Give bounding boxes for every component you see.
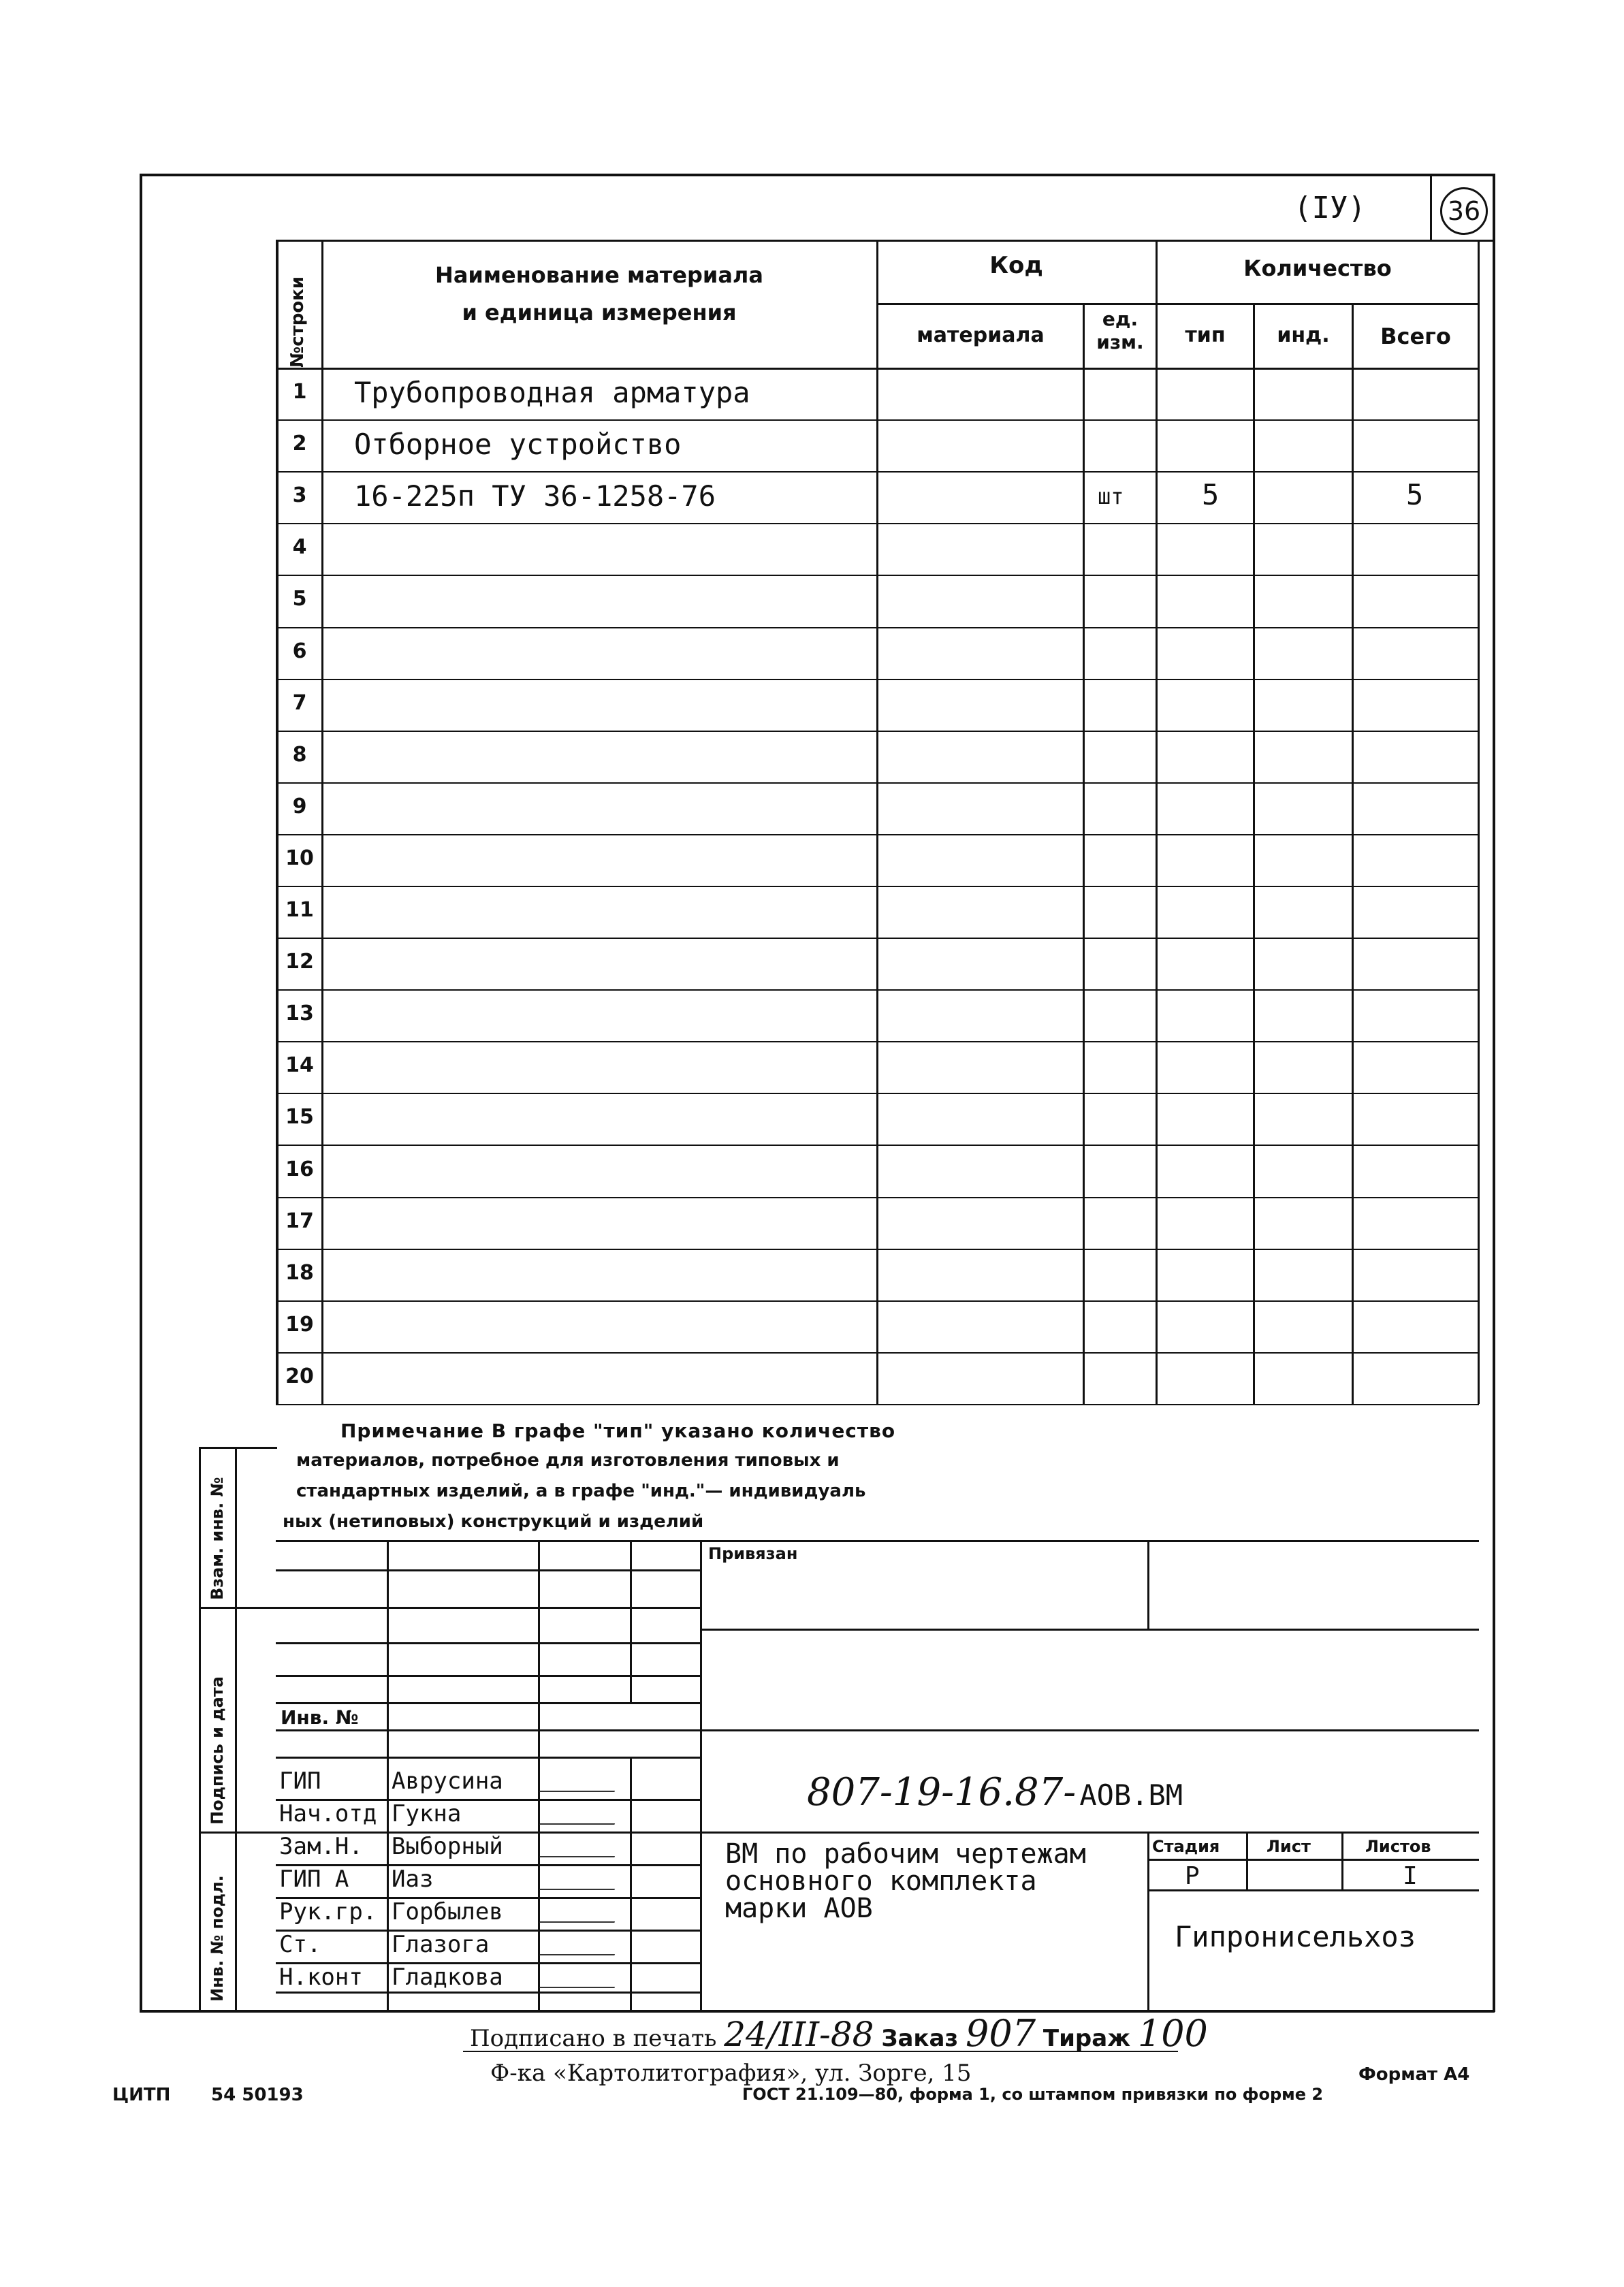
signer-role: Рук.гр. — [279, 1898, 377, 1925]
run-label: Тираж — [1042, 2025, 1131, 2052]
header-ind: инд. — [1277, 323, 1330, 347]
row-number: 13 — [285, 1002, 314, 1025]
row-separator — [276, 575, 1479, 576]
row-number: 5 — [292, 587, 307, 611]
row-separator — [276, 782, 1479, 784]
sheet-label: Лист — [1267, 1837, 1311, 1856]
stamp-v-stage-1 — [1246, 1832, 1248, 1889]
inv-no-label: Инв. № — [281, 1706, 359, 1729]
header-material: материала — [917, 323, 1045, 347]
row-number: 12 — [285, 950, 314, 974]
col-divider-ind — [1352, 303, 1354, 1404]
page-number-circle — [1440, 187, 1488, 235]
stamp-h-bound — [700, 1629, 1479, 1631]
side-label-inv-original: Инв. № подл. — [208, 1875, 227, 2002]
order-label: Заказ — [881, 2025, 959, 2052]
col-divider-unit — [1083, 303, 1085, 1404]
stage-label: Стадия — [1152, 1837, 1220, 1856]
row-separator — [276, 834, 1479, 835]
row-number: 20 — [285, 1364, 314, 1388]
row-separator — [276, 1197, 1479, 1198]
header-sub-line — [876, 303, 1479, 305]
page-number-box-divider — [1430, 174, 1432, 242]
stamp-h-2 — [276, 1607, 701, 1609]
stamp-vline-1 — [387, 1540, 389, 2012]
row-separator — [276, 1093, 1479, 1094]
row-number: 2 — [292, 432, 307, 455]
side-label-replaced-inv: Взам. инв. № — [208, 1477, 227, 1600]
side-strip-sep1 — [199, 1607, 277, 1609]
header-bottom-line — [276, 368, 1479, 370]
header-qty: Количество — [1243, 255, 1392, 281]
stamp-h-6 — [276, 1729, 1479, 1731]
doc-code-suffix: АОВ.ВМ — [1079, 1778, 1183, 1812]
row-separator — [276, 1249, 1479, 1250]
note-line-1: Примечание В графе "тип" указано количество — [340, 1420, 896, 1442]
stamp-h-4 — [276, 1675, 701, 1677]
stamp-v-stage-2 — [1341, 1832, 1343, 1889]
note-line-4: ных (нетиповых) конструкций и изделий — [283, 1512, 704, 1532]
signer-role: ГИП А — [279, 1866, 349, 1893]
header-name-line1: Наименование материала — [435, 262, 763, 288]
note-line-2: материалов, потребное для изготовления типовых и — [296, 1450, 840, 1471]
table-top — [276, 240, 1495, 242]
row-unit: шт — [1098, 483, 1124, 509]
signature-scribble — [539, 1796, 624, 1825]
sheets-label: Листов — [1365, 1837, 1431, 1856]
doc-code-handwritten: 807-19-16.87- — [807, 1770, 1077, 1814]
stamp-h-5 — [276, 1702, 701, 1704]
signer-name: Глазога — [392, 1931, 490, 1958]
signature-scribble — [539, 1927, 624, 1955]
side-strip-inner — [235, 1447, 237, 2012]
stamp-h-1 — [276, 1569, 701, 1571]
stamp-vline-3b — [630, 1757, 632, 2012]
run-value: 100 — [1137, 2012, 1208, 2055]
signed-label: Подписано в печать — [470, 2025, 717, 2052]
row-separator — [276, 731, 1479, 732]
frame-top — [140, 174, 1495, 176]
row-number: 10 — [285, 846, 314, 870]
row-separator — [276, 989, 1479, 991]
col-divider-right — [1478, 240, 1480, 1404]
row-separator — [276, 419, 1479, 421]
row-number: 9 — [292, 795, 307, 818]
header-type: тип — [1185, 323, 1226, 347]
signature-scribble — [539, 1960, 624, 1988]
header-row-no: №строки — [287, 276, 308, 368]
signer-role: ГИП — [279, 1768, 321, 1795]
header-name-line2: и единица измерения — [462, 300, 737, 325]
row-separator — [276, 523, 1479, 524]
row-number: 18 — [285, 1261, 314, 1285]
row-number: 19 — [285, 1313, 314, 1337]
row-number: 3 — [292, 483, 307, 507]
stage-value: Р — [1185, 1862, 1200, 1890]
stamp-vline-bound — [1147, 1540, 1149, 1629]
row-number: 16 — [285, 1157, 314, 1181]
signature-scribble — [539, 1894, 624, 1923]
section-mark: (IУ) — [1294, 191, 1366, 225]
signer-name: Горбылев — [392, 1898, 503, 1925]
stamp-vline-3 — [630, 1540, 632, 1704]
stamp-vline-main — [700, 1540, 702, 2012]
note-bottom-line — [276, 1540, 1479, 1542]
side-label-signature-date: Подпись и дата — [208, 1676, 227, 1825]
col-divider-name — [876, 240, 878, 1404]
footer-signed-row — [470, 2012, 1208, 2055]
row-separator — [276, 1145, 1479, 1146]
col-divider-qty — [1156, 240, 1158, 1404]
organization: Гипронисельхоз — [1175, 1920, 1416, 1953]
bottom-left-2: 54 50193 — [211, 2085, 304, 2105]
signed-date: 24/III-88 — [724, 2015, 874, 2054]
stamp-vline-2 — [538, 1540, 540, 2012]
row-name: 16-225п ТУ 36-1258-76 — [354, 479, 716, 513]
signer-name: Гладкова — [392, 1964, 503, 1991]
frame-left — [140, 174, 142, 2012]
stamp-h-14 — [276, 1992, 701, 1994]
row-separator — [276, 1404, 1479, 1405]
signer-name: Иаз — [392, 1866, 434, 1893]
signer-role: Ст. — [279, 1931, 321, 1958]
row-name: Отборное устройство — [354, 428, 682, 461]
title-line-1: ВМ по рабочим чертежам — [725, 1838, 1086, 1870]
row-number: 1 — [292, 380, 307, 404]
header-total: Всего — [1380, 323, 1451, 349]
side-strip-left — [199, 1447, 201, 2012]
row-separator — [276, 938, 1479, 939]
col-divider-type — [1253, 303, 1255, 1404]
row-number: 7 — [292, 691, 307, 715]
signer-role: Зам.Н. — [279, 1833, 363, 1860]
row-number: 11 — [285, 898, 314, 922]
title-line-2: основного комплекта — [725, 1866, 1037, 1897]
signature-scribble — [539, 1829, 624, 1857]
row-number: 17 — [285, 1209, 314, 1233]
signature-scribble — [539, 1763, 624, 1792]
row-number: 14 — [285, 1053, 314, 1077]
row-name: Трубопроводная арматура — [354, 376, 750, 409]
row-number: 6 — [292, 639, 307, 663]
page-number: 36 — [1447, 196, 1481, 226]
sheets-value: I — [1403, 1862, 1418, 1890]
bottom-left-1: ЦИТП — [112, 2085, 171, 2105]
row-number: 15 — [285, 1105, 314, 1129]
note-line-3: стандартных изделий, а в графе "инд."— индивидуаль — [296, 1481, 866, 1501]
signer-name: Аврусина — [392, 1768, 503, 1795]
title-line-3: марки АОВ — [725, 1893, 873, 1924]
col-divider-no — [321, 240, 323, 1404]
row-number: 4 — [292, 535, 307, 559]
header-code: Код — [989, 252, 1043, 279]
row-separator — [276, 1352, 1479, 1354]
row-type-qty: 5 — [1202, 478, 1220, 511]
row-number: 8 — [292, 743, 307, 767]
signer-name: Выборный — [392, 1833, 503, 1860]
header-unit: ед. изм. — [1096, 308, 1144, 353]
doc-code — [807, 1770, 1183, 1814]
signature-scribble — [539, 1861, 624, 1890]
stamp-h-7 — [276, 1757, 701, 1759]
frame-right — [1493, 174, 1495, 2012]
row-separator — [276, 627, 1479, 628]
side-strip-sep2 — [199, 1832, 277, 1834]
signer-name: Гукна — [392, 1800, 462, 1827]
signer-role: Н.конт — [279, 1964, 363, 1991]
side-strip-top — [199, 1447, 277, 1449]
row-separator — [276, 679, 1479, 680]
row-total-qty: 5 — [1406, 478, 1424, 511]
signer-role: Нач.отд — [279, 1800, 377, 1827]
stamp-h-3 — [276, 1642, 701, 1644]
factory-line: Ф-ка «Картолитография», ул. Зорге, 15 — [490, 2060, 972, 2087]
row-separator — [276, 886, 1479, 887]
stamp-h-stage-1 — [1147, 1859, 1479, 1861]
order-value: 907 — [966, 2012, 1036, 2055]
format-label: Формат А4 — [1358, 2064, 1470, 2085]
row-separator — [276, 471, 1479, 473]
row-separator — [276, 1300, 1479, 1302]
bound-label: Привязан — [708, 1544, 798, 1563]
gost-line: ГОСТ 21.109—80, форма 1, со штампом привязки по форме 2 — [742, 2085, 1324, 2104]
row-separator — [276, 1041, 1479, 1042]
